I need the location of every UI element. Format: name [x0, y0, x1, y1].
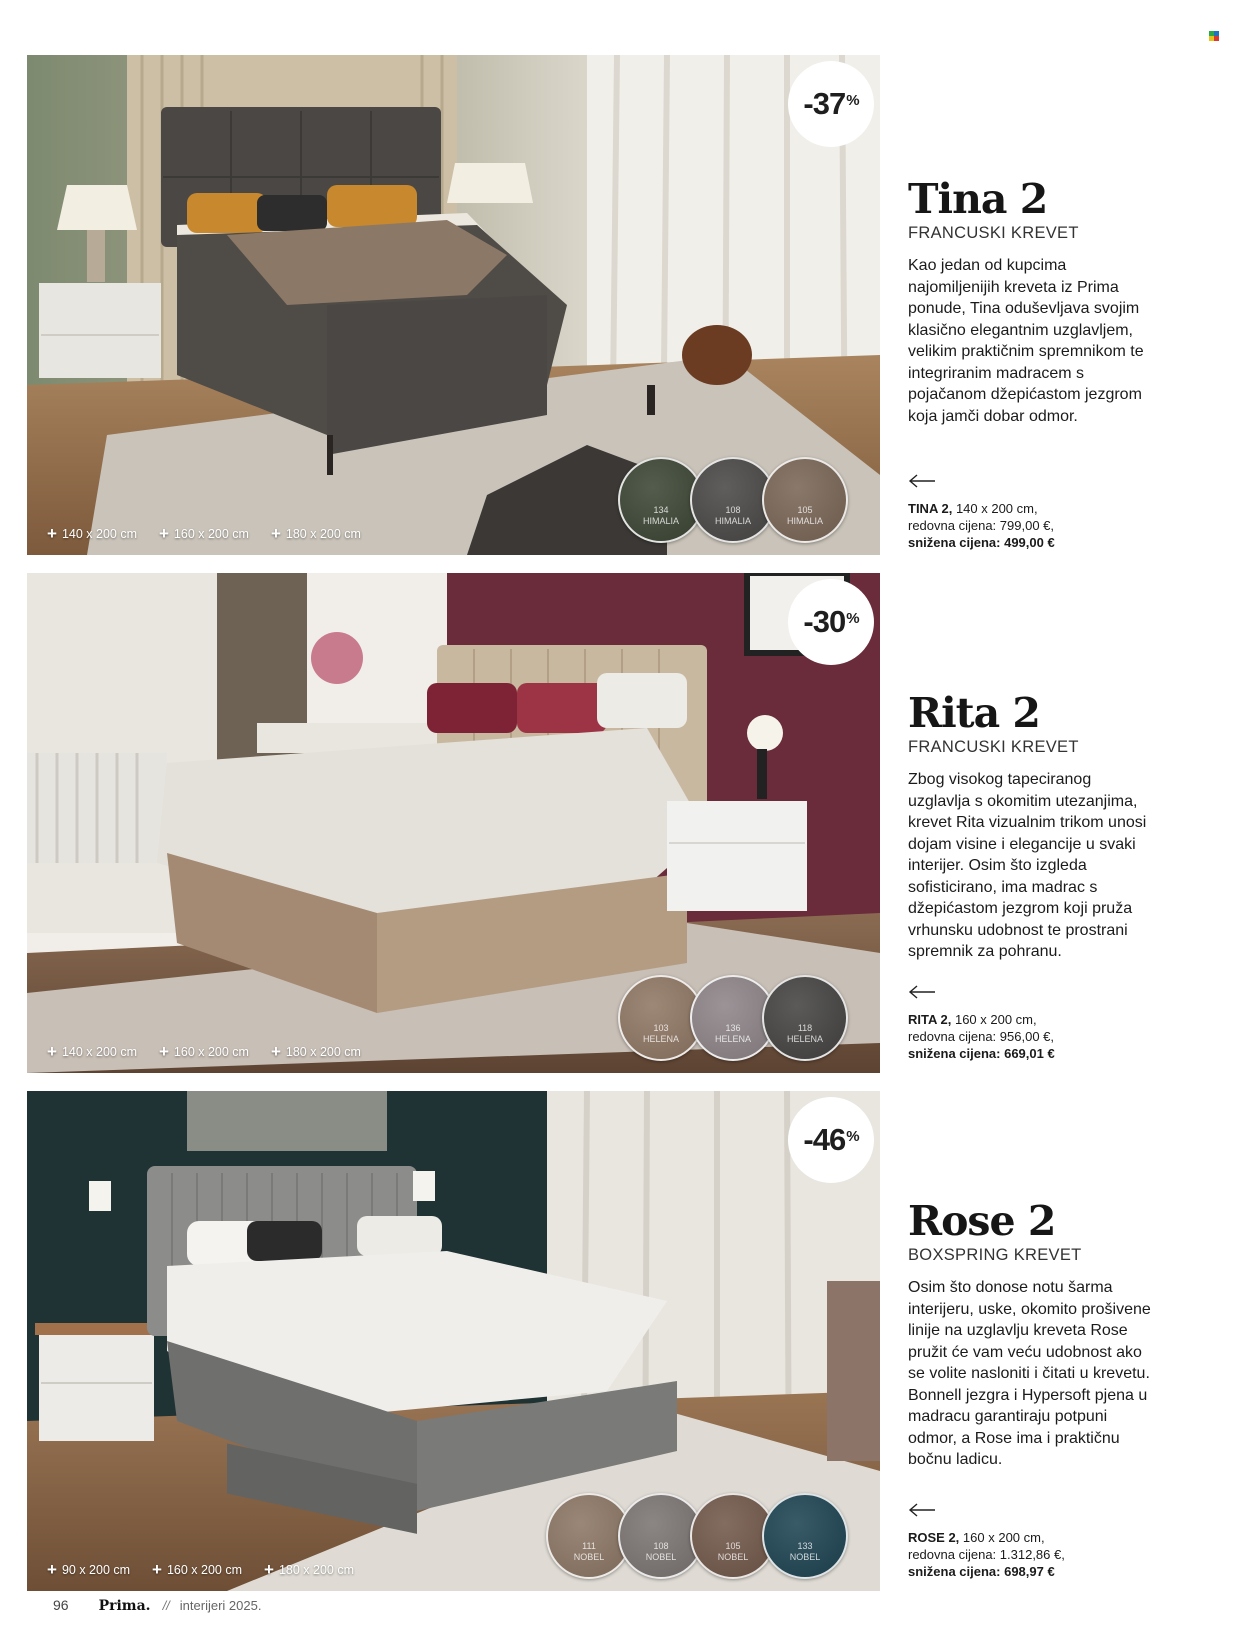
product-rita-2 — [0, 573, 1250, 1073]
fabric-swatch[interactable]: 103 HELENA — [618, 975, 704, 1061]
product-photo-tina-2[interactable] — [27, 55, 880, 555]
price-block: ROSE 2, 160 x 200 cm, redovna cijena: 1.312,86 €, snižena cijena: 698,97 € — [908, 1530, 1065, 1579]
size-option[interactable]: + 140 x 200 cm — [47, 1042, 137, 1061]
fabric-swatches — [632, 975, 872, 1061]
fabric-swatch[interactable]: 133 NOBEL — [762, 1493, 848, 1579]
footer-separator: // — [162, 1598, 170, 1613]
size-option[interactable]: + 90 x 200 cm — [47, 1560, 131, 1579]
arrow-left-icon — [908, 474, 936, 488]
product-photo-rose-2[interactable] — [27, 1091, 880, 1591]
discount-badge: -30% — [788, 579, 874, 665]
size-options — [47, 1560, 354, 1579]
fabric-swatch[interactable]: 105 NOBEL — [690, 1493, 776, 1579]
size-option[interactable]: + 160 x 200 cm — [158, 524, 249, 543]
product-info-rita-2 — [908, 691, 1238, 963]
product-type: BOXSPRING KREVET — [908, 1246, 1082, 1264]
plus-icon: + — [270, 1042, 281, 1061]
discount-badge: -46% — [788, 1097, 874, 1183]
fabric-swatch[interactable]: 108 HIMALIA — [690, 457, 776, 543]
product-info-rose-2 — [908, 1199, 1238, 1471]
size-option[interactable]: + 180 x 200 cm — [270, 524, 361, 543]
price-block: TINA 2, 140 x 200 cm, redovna cijena: 799,00 €, snižena cijena: 499,00 € — [908, 501, 1055, 550]
size-option[interactable]: + 140 x 200 cm — [47, 524, 137, 543]
product-description: Kao jedan od kupcima najomiljenijih kreveta iz Prima ponude, Tina oduševljava svojim klasično elegantnim uzglavljem, velikim praktičnim spremnikom te integriranim madracem s pojačanom džepićastom jezgrom koja jamči dobar odmor. — [908, 257, 1144, 425]
size-option[interactable]: + 180 x 200 cm — [270, 1042, 361, 1061]
magazine-title: interijeri 2025. — [179, 1598, 262, 1613]
discount-badge: -37% — [788, 61, 874, 147]
brand-logo: Prima. — [98, 1598, 151, 1614]
page-footer — [53, 1597, 261, 1614]
plus-icon: + — [152, 1560, 162, 1579]
fabric-swatch[interactable]: 111 NOBEL — [546, 1493, 632, 1579]
size-option[interactable]: + 160 x 200 cm — [158, 1042, 249, 1061]
fabric-swatches — [573, 1493, 872, 1579]
price-block: RITA 2, 160 x 200 cm, redovna cijena: 956,00 €, snižena cijena: 669,01 € — [908, 1012, 1055, 1061]
product-rose-2 — [0, 1091, 1250, 1591]
fabric-swatch[interactable]: 134 HIMALIA — [618, 457, 704, 543]
fabric-swatches — [632, 457, 872, 543]
fabric-swatch[interactable]: 105 HIMALIA — [762, 457, 848, 543]
plus-icon: + — [47, 524, 57, 543]
plus-icon: + — [158, 1042, 169, 1061]
fabric-swatch[interactable]: 136 HELENA — [690, 975, 776, 1061]
arrow-left-icon — [908, 985, 936, 999]
page-number: 96 — [53, 1597, 69, 1613]
size-options — [47, 524, 361, 543]
product-photo-rita-2[interactable] — [27, 573, 880, 1073]
plus-icon: + — [264, 1560, 274, 1579]
product-info-tina-2 — [908, 177, 1238, 427]
product-title: Rita 2 — [908, 689, 1040, 737]
product-tina-2 — [0, 55, 1250, 555]
size-option[interactable]: + 180 x 200 cm — [264, 1560, 354, 1579]
product-title: Tina 2 — [908, 175, 1048, 223]
plus-icon: + — [47, 1042, 57, 1061]
plus-icon: + — [270, 524, 281, 543]
product-description: Zbog visokog tapeciranog uzglavlja s okomitim utezanjima, krevet Rita vizualnim trikom unosi dojam visine i elegancije u svaki interijer. Osim što izgleda sofisticirano, ima madrac s džepićastom jezgrom koji pruža vrhunsku udobnost te prostrani spremnik za pohranu. — [908, 771, 1147, 960]
product-description: Osim što donose notu šarma interijeru, uske, okomito prošivene linije na uzglavlju kreveta Rose pružit će vam veću udobnost ako se volite nasloniti i čitati u krevetu. Bonnell jezgra i Hypersoft pjena u madracu garantiraju potpuni odmor, a Rose ima i praktičnu bočnu ladicu. — [908, 1279, 1151, 1468]
size-options — [47, 1042, 361, 1061]
product-type: FRANCUSKI KREVET — [908, 738, 1079, 756]
corner-color-mark — [1209, 31, 1219, 41]
plus-icon: + — [158, 524, 169, 543]
size-option[interactable]: + 160 x 200 cm — [152, 1560, 243, 1579]
fabric-swatch[interactable]: 108 NOBEL — [618, 1493, 704, 1579]
product-type: FRANCUSKI KREVET — [908, 224, 1079, 242]
product-title: Rose 2 — [908, 1197, 1056, 1245]
arrow-left-icon — [908, 1503, 936, 1517]
plus-icon: + — [47, 1560, 57, 1579]
fabric-swatch[interactable]: 118 HELENA — [762, 975, 848, 1061]
